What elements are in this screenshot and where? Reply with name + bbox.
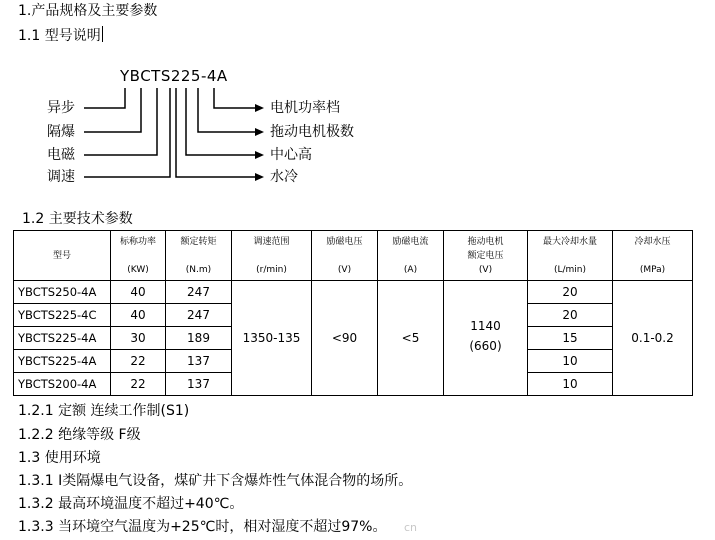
model-code-diagram <box>0 60 400 190</box>
left-label-1: 隔爆 <box>47 124 75 140</box>
header-excitation-voltage: 励磁电压 (V) <box>312 231 378 281</box>
spec-table <box>13 230 693 396</box>
connector-power <box>214 88 255 108</box>
header-power: 标称功率 (KW) <box>111 231 166 281</box>
cell-torque: 189 <box>166 327 232 350</box>
connector-diancu <box>84 88 157 155</box>
right-label-3: 水冷 <box>270 169 298 185</box>
cell-torque: 137 <box>166 373 232 396</box>
cell-water-flow: 10 <box>528 350 613 373</box>
note-insulation: 1.2.2 绝缘等级 F级 <box>18 427 141 443</box>
model-code: YBCTS225-4A <box>120 67 228 85</box>
cell-torque: 247 <box>166 281 232 304</box>
section-1-title: 1.产品规格及主要参数 <box>18 3 158 19</box>
arrow-water <box>255 173 264 181</box>
cell-speed-range: 1350-135 <box>232 281 312 396</box>
header-torque: 额定转矩 (N.m) <box>166 231 232 281</box>
connector-poles <box>198 88 255 132</box>
connector-height <box>186 88 255 155</box>
note-environment-3: 1.3.3 当环境空气温度为+25℃时，相对湿度不超过97%。 <box>18 519 387 535</box>
cell-model: YBCTS225-4A <box>14 327 111 350</box>
note-environment-2: 1.3.2 最高环境温度不超过+40℃。 <box>18 496 244 512</box>
section-1-1-label: 1.1 型号说明 <box>18 28 101 44</box>
left-label-0: 异步 <box>47 100 75 116</box>
cell-water-pressure: 0.1-0.2 <box>613 281 693 396</box>
header-model: 型号 <box>14 231 111 281</box>
cell-model: YBCTS225-4A <box>14 350 111 373</box>
cell-excitation-current: <5 <box>378 281 444 396</box>
cell-model: YBCTS225-4C <box>14 304 111 327</box>
header-speed-range: 调速范围 (r/min) <box>232 231 312 281</box>
cell-power: 30 <box>111 327 166 350</box>
note-environment-1: 1.3.1 I类隔爆电气设备，煤矿井下含爆炸性气体混合物的场所。 <box>18 473 413 489</box>
cell-model: YBCTS250-4A <box>14 281 111 304</box>
cell-power: 22 <box>111 373 166 396</box>
header-rated-voltage: 拖动电机 额定电压 (V) <box>444 231 528 281</box>
arrow-power <box>255 104 264 112</box>
section-1-1-title <box>18 26 103 45</box>
cell-water-flow: 20 <box>528 304 613 327</box>
cell-excitation-voltage: <90 <box>312 281 378 396</box>
left-label-3: 调速 <box>47 169 75 185</box>
table-row <box>14 281 693 304</box>
header-excitation-current: 励磁电流 (A) <box>378 231 444 281</box>
arrow-height <box>255 151 264 159</box>
header-water-pressure: 冷却水压 (MPa) <box>613 231 693 281</box>
cell-water-flow: 20 <box>528 281 613 304</box>
section-1-2-title: 1.2 主要技术参数 <box>22 211 133 227</box>
text-cursor <box>102 26 103 42</box>
cell-rated-voltage: 1140 (660) <box>444 281 528 396</box>
cell-water-flow: 15 <box>528 327 613 350</box>
note-rating: 1.2.1 定额 连续工作制(S1) <box>18 403 190 419</box>
cell-power: 40 <box>111 281 166 304</box>
right-label-0: 电机功率档 <box>270 100 340 116</box>
header-water-flow: 最大冷却水量 (L/min) <box>528 231 613 281</box>
cell-power: 40 <box>111 304 166 327</box>
cell-torque: 247 <box>166 304 232 327</box>
table-header-row <box>14 231 693 281</box>
cell-water-flow: 10 <box>528 373 613 396</box>
cell-power: 22 <box>111 350 166 373</box>
cell-model: YBCTS200-4A <box>14 373 111 396</box>
right-label-1: 拖动电机极数 <box>270 124 354 140</box>
right-label-2: 中心高 <box>270 147 312 163</box>
watermark: cn <box>404 521 418 534</box>
cell-torque: 137 <box>166 350 232 373</box>
connector-yibu <box>84 88 125 108</box>
connector-gebao <box>84 88 141 132</box>
section-1-3-title: 1.3 使用环境 <box>18 450 101 466</box>
left-label-2: 电磁 <box>47 147 75 163</box>
arrow-poles <box>255 128 264 136</box>
